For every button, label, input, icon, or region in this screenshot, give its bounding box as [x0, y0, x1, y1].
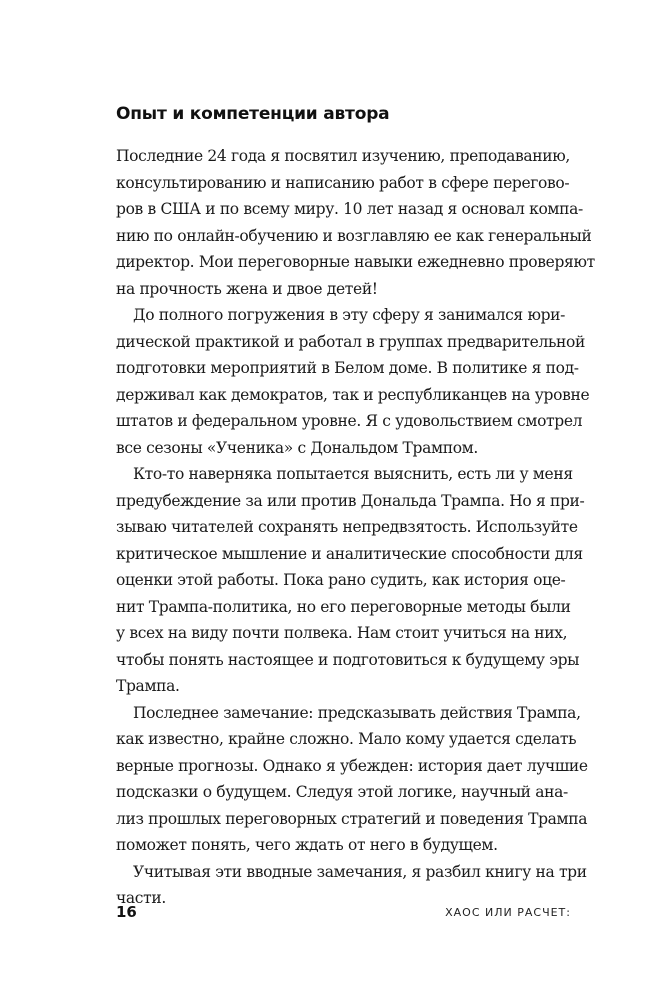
- text-line: Трампа.: [116, 677, 180, 695]
- text-line: поможет понять, чего ждать от него в будущем.: [116, 836, 498, 854]
- text-line: штатов и федеральном уровне. Я с удовольствием смотрел: [116, 412, 583, 430]
- text-line: все сезоны «Ученика» с Дональдом Трампом.: [116, 438, 478, 457]
- text-line: нит Трампа-политика, но его переговорные методы были: [116, 597, 571, 616]
- text-line: консультированию и написанию работ в сфере перегово-: [116, 173, 570, 192]
- text-line: Последние 24 года я посвятил изучению, преподаванию,: [116, 147, 570, 165]
- text-line: оценки этой работы. Пока рано судить, как история оце-: [116, 571, 566, 589]
- paragraph-5: [116, 859, 587, 912]
- paragraph-4: [116, 700, 588, 859]
- paragraph-1: [116, 143, 595, 302]
- paragraph-3: [116, 461, 585, 700]
- section-heading: Опыт и компетенции автора: [116, 104, 390, 124]
- running-title: ХАОС ИЛИ РАСЧЕТ:: [445, 906, 571, 919]
- body-text: [116, 143, 595, 912]
- text-line: Учитывая эти вводные замечания, я разбил книгу на три: [133, 862, 587, 881]
- text-line: подготовки мероприятий в Белом доме. В политике я под-: [116, 359, 579, 377]
- text-line: на прочность жена и двое детей!: [116, 279, 378, 298]
- text-line: чтобы понять настоящее и подготовиться к будущему эры: [116, 650, 580, 669]
- page-number: 16: [116, 903, 137, 921]
- text-line: у всех на виду почти полвека. Нам стоит учиться на них,: [116, 624, 568, 642]
- text-line: До полного погружения в эту сферу я занимался юри-: [133, 306, 566, 324]
- text-line: Последнее замечание: предсказывать действия Трампа,: [133, 703, 581, 722]
- text-line: подсказки о будущем. Следуя этой логике, научный ана-: [116, 783, 568, 801]
- text-line: дической практикой и работал в группах предварительной: [116, 332, 585, 351]
- text-line: лиз прошлых переговорных стратегий и поведения Трампа: [116, 809, 588, 828]
- text-line: держивал как демократов, так и республиканцев на уровне: [116, 385, 590, 404]
- text-line: предубеждение за или против Дональда Трампа. Но я при-: [116, 491, 585, 510]
- text-line: верные прогнозы. Однако я убежден: история дает лучшие: [116, 756, 588, 775]
- text-line: части.: [116, 889, 166, 907]
- text-line: директор. Мои переговорные навыки ежедневно проверяют: [116, 253, 595, 271]
- text-line: нию по онлайн-обучению и возглавляю ее как генеральный: [116, 226, 592, 245]
- text-line: зываю читателей сохранять непредвзятость. Используйте: [116, 518, 578, 536]
- text-line: Кто-то наверняка попытается выяснить, есть ли у меня: [133, 465, 573, 483]
- text-line: критическое мышление и аналитические способности для: [116, 544, 583, 563]
- text-line: ров в США и по всему миру. 10 лет назад я основал компа-: [116, 200, 583, 218]
- paragraph-2: [116, 302, 590, 461]
- text-line: как известно, крайне сложно. Мало кому удается сделать: [116, 730, 577, 748]
